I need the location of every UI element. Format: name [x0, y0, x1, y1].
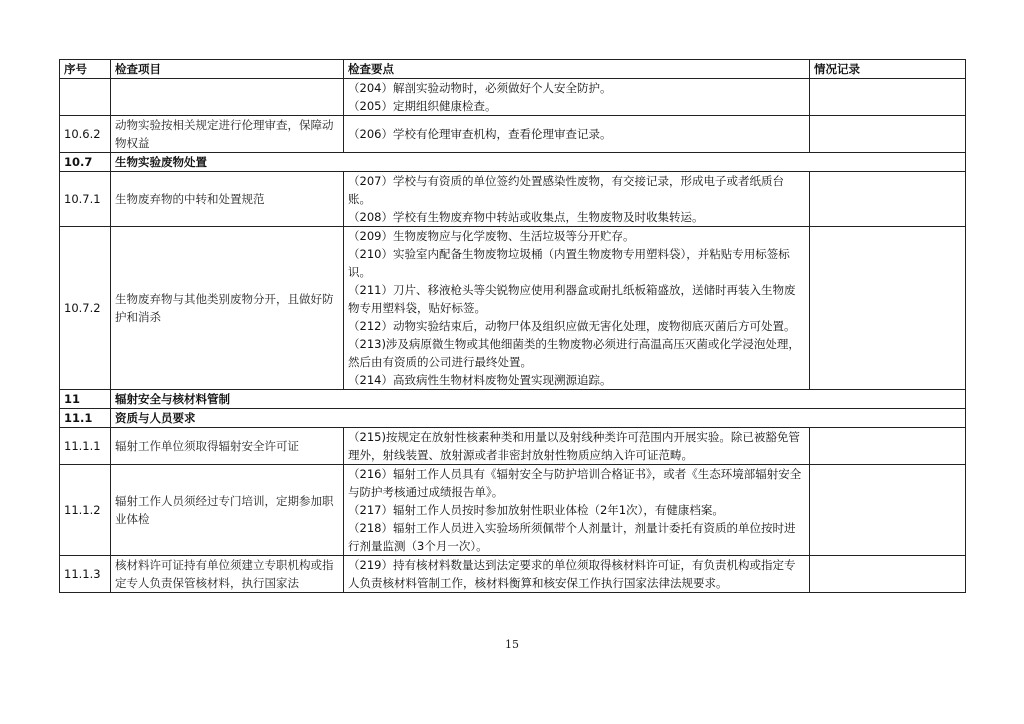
item-number: [60, 79, 111, 116]
section-title: 资质与人员要求: [111, 409, 966, 428]
record-cell: [810, 428, 966, 465]
check-point-text: （215)按规定在放射性核素种类和用量以及射线种类许可范围内开展实验。除已被豁免管理外，射线装置、放射源或者非密封放射性物质应纳入许可证范畴。: [348, 430, 800, 462]
item-number: 10.7.2: [60, 227, 111, 390]
record-cell: [810, 79, 966, 116]
check-points: [344, 116, 810, 153]
section-heading-row: [60, 390, 966, 409]
check-point-text: （209）生物废物应与化学废物、生活垃圾等分开贮存。: [348, 229, 635, 243]
check-points: [344, 227, 810, 390]
check-item: 辐射工作人员须经过专门培训，定期参加职业体检: [111, 465, 344, 556]
table-row: [60, 79, 966, 116]
item-number: 11.1.3: [60, 556, 111, 593]
record-cell: [810, 227, 966, 390]
check-points: [344, 465, 810, 556]
check-item: 生物废弃物与其他类别废物分开，且做好防护和消杀: [111, 227, 344, 390]
check-point-text: （204）解剖实验动物时，必须做好个人安全防护。: [348, 81, 612, 95]
table-row: [60, 556, 966, 593]
section-number: 11: [60, 390, 111, 409]
item-number: 11.1.1: [60, 428, 111, 465]
check-point-text: （212）动物实验结束后，动物尸体及组织应做无害化处理，废物彻底灭菌后方可处置。: [348, 319, 796, 333]
check-item: 核材料许可证持有单位须建立专职机构或指定专人负责保管核材料，执行国家法: [111, 556, 344, 593]
table-row: [60, 172, 966, 227]
check-item: 辐射工作单位须取得辐射安全许可证: [111, 428, 344, 465]
check-point-text: （208）学校有生物废弃物中转站或收集点，生物废物及时收集转运。: [348, 210, 704, 224]
check-point-text: （213)涉及病原微生物或其他细菌类的生物废物必须进行高温高压灭菌或化学浸泡处理，然后由有资质的公司进行最终处置。: [348, 337, 800, 369]
table-row: [60, 465, 966, 556]
check-point-text: （206）学校有伦理审查机构，查看伦理审查记录。: [348, 127, 612, 141]
section-heading-row: [60, 153, 966, 172]
header-item: 检查项目: [111, 60, 344, 79]
item-number: 10.7.1: [60, 172, 111, 227]
table-row: [60, 428, 966, 465]
check-item: [111, 79, 344, 116]
table-body: [60, 79, 966, 593]
check-item: 动物实验按相关规定进行伦理审查，保障动物权益: [111, 116, 344, 153]
check-point-text: （217）辐射工作人员按时参加放射性职业体检（2年1次），有健康档案。: [348, 503, 724, 517]
section-heading-row: [60, 409, 966, 428]
check-point-text: （219）持有核材料数量达到法定要求的单位须取得核材料许可证，有负责机构或指定专人负责核材料管制工作，核材料衡算和核安保工作执行国家法律法规要求。: [348, 558, 796, 590]
table-row: [60, 227, 966, 390]
item-number: 10.6.2: [60, 116, 111, 153]
section-title: 生物实验废物处置: [111, 153, 966, 172]
check-point-text: （216）辐射工作人员具有《辐射安全与防护培训合格证书》，或者《生态环境部辐射安全与防护考核通过成绩报告单》。: [348, 467, 802, 499]
check-point-text: （218）辐射工作人员进入实验场所须佩带个人剂量计，剂量计委托有资质的单位按时进行剂量监测（3个月一次）。: [348, 521, 796, 553]
record-cell: [810, 116, 966, 153]
item-number: 11.1.2: [60, 465, 111, 556]
check-point-text: （210）实验室内配备生物废物垃圾桶（内置生物废物专用塑料袋），并粘贴专用标签标识。: [348, 247, 790, 279]
header-no: 序号: [60, 60, 111, 79]
record-cell: [810, 172, 966, 227]
page-number: 15: [505, 638, 519, 651]
check-points: [344, 172, 810, 227]
header-record: 情况记录: [810, 60, 966, 79]
check-item: 生物废弃物的中转和处置规范: [111, 172, 344, 227]
section-title: 辐射安全与核材料管制: [111, 390, 966, 409]
header-points: 检查要点: [344, 60, 810, 79]
table-row: [60, 116, 966, 153]
check-point-text: （205）定期组织健康检查。: [348, 99, 497, 113]
section-number: 11.1: [60, 409, 111, 428]
section-number: 10.7: [60, 153, 111, 172]
check-point-text: （211）刀片、移液枪头等尖锐物应使用利器盒或耐扎纸板箱盛放，送储时再装入生物废物专用塑料袋，贴好标签。: [348, 283, 796, 315]
check-points: [344, 556, 810, 593]
table-header-row: [60, 60, 966, 79]
record-cell: [810, 556, 966, 593]
check-points: [344, 428, 810, 465]
check-points: [344, 79, 810, 116]
record-cell: [810, 465, 966, 556]
check-point-text: （214）高致病性生物材料废物处置实现溯源追踪。: [348, 373, 612, 387]
check-point-text: （207）学校与有资质的单位签约处置感染性废物，有交接记录，形成电子或者纸质台账。: [348, 174, 784, 206]
inspection-table: [59, 59, 966, 593]
